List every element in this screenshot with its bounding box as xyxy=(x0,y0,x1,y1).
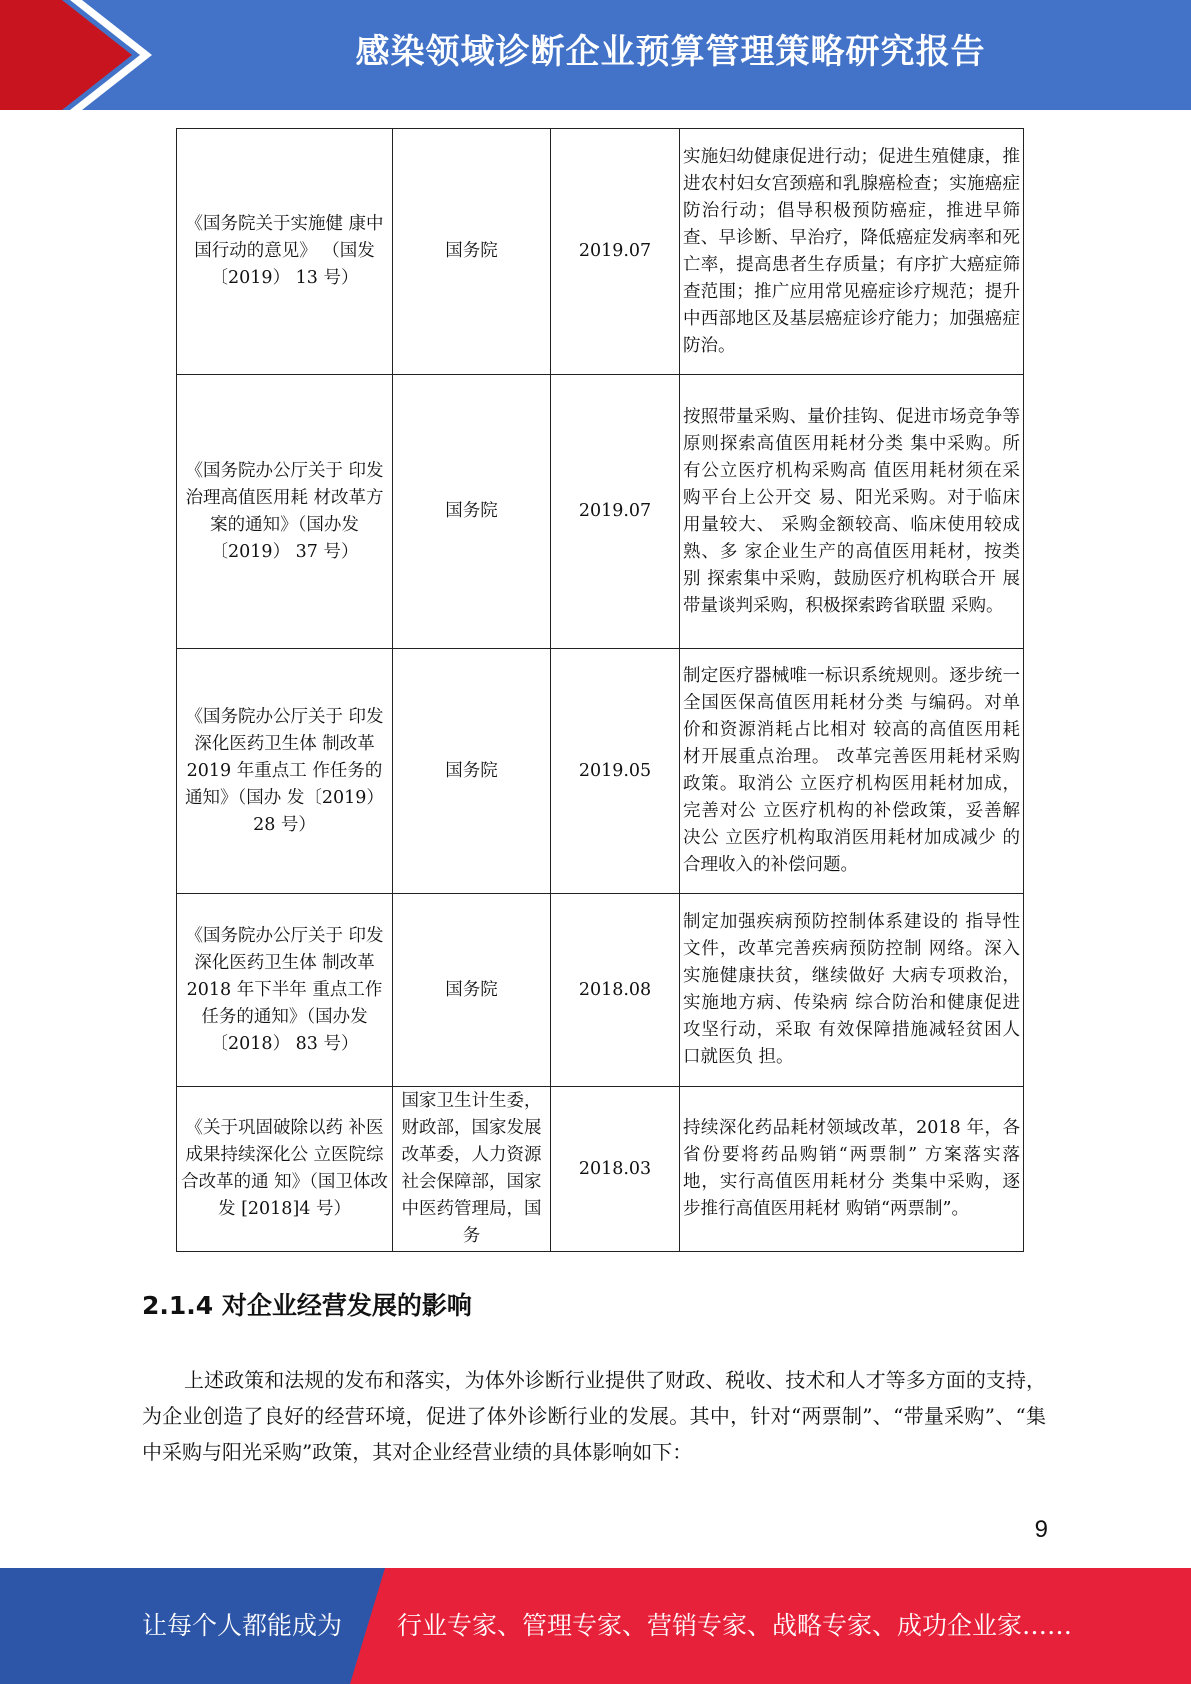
footer-slogan-right: 行业专家、管理专家、营销专家、战略专家、成功企业家…… xyxy=(397,1611,1073,1640)
policy-name-cell: 《国务院关于实施健 康中国行动的意见》 （国发〔2019） 13 号） xyxy=(177,129,393,375)
policy-name-cell: 《国务院办公厅关于 印发深化医药卫生体 制改革 2019 年重点工 作任务的通知》（国办 发〔2019） 28 号） xyxy=(177,649,393,894)
issuer-cell: 国务院 xyxy=(393,375,551,649)
date-cell: 2018.08 xyxy=(551,894,680,1087)
policy-table xyxy=(176,128,1024,1252)
footer-slogan-left: 让每个人都能成为 xyxy=(142,1611,343,1640)
issuer-cell: 国务院 xyxy=(393,649,551,894)
issuer-cell: 国家卫生计生委，财政部，国家发展改革委，人力资源社会保障部，国家中医药管理局，国务 xyxy=(393,1087,551,1252)
table-row xyxy=(177,894,1024,1087)
header-banner xyxy=(0,0,1191,110)
issuer-cell: 国务院 xyxy=(393,894,551,1087)
table-row xyxy=(177,375,1024,649)
section-heading: 2.1.4 对企业经营发展的影响 xyxy=(142,1291,472,1320)
description-cell: 持续深化药品耗材领域改革，2018 年，各省份要将药品购销“两票制” 方案落实落地，实行高值医用耗材分 类集中采购，逐步推行高值医用耗材 购销“两票制”。 xyxy=(680,1087,1024,1252)
date-cell: 2019.05 xyxy=(551,649,680,894)
issuer-cell: 国务院 xyxy=(393,129,551,375)
policy-name-cell: 《国务院办公厅关于 印发治理高值医用耗 材改革方案的通知》（国办发〔2019） 37 号） xyxy=(177,375,393,649)
description-cell: 制定医疗器械唯一标识系统规则。逐步统一全国医保高值医用耗材分类 与编码。对单价和资源消耗占比相对 较高的高值医用耗材开展重点治理。 改革完善医用耗材采购政策。取消公 立医疗机构医用耗材加成，完善对公 立医疗机构的补偿政策，妥善解决公 立医疗机构取消医用耗材加成减少 的合理收入的补偿问题。 xyxy=(680,649,1024,894)
header-arrow-decoration xyxy=(0,0,170,110)
body-paragraph: 上述政策和法规的发布和落实，为体外诊断行业提供了财政、税收、技术和人才等多方面的支持，为企业创造了良好的经营环境，促进了体外诊断行业的发展。其中，针对“两票制”、“带量采购”、“集中采购与阳光采购”政策，其对企业经营业绩的具体影响如下： xyxy=(142,1368,1046,1464)
table-row xyxy=(177,1087,1024,1252)
policy-name-cell: 《国务院办公厅关于 印发深化医药卫生体 制改革 2018 年下半年 重点工作任务的通知》（国办发〔2018） 83 号） xyxy=(177,894,393,1087)
date-cell: 2019.07 xyxy=(551,375,680,649)
policy-name-cell: 《关于巩固破除以药 补医成果持续深化公 立医院综合改革的通 知》（国卫体改发 [2018]4 号） xyxy=(177,1087,393,1252)
report-title: 感染领域诊断企业预算管理策略研究报告 xyxy=(355,32,986,72)
date-cell: 2018.03 xyxy=(551,1087,680,1252)
description-cell: 制定加强疾病预防控制体系建设的 指导性文件，改革完善疾病预防控制 网络。深入实施健康扶贫，继续做好 大病专项救治，实施地方病、传染病 综合防治和健康促进攻坚行动，采取 有效保障措施减轻贫困人口就医负 担。 xyxy=(680,894,1024,1087)
description-cell: 按照带量采购、量价挂钩、促进市场竞争等原则探索高值医用耗材分类 集中采购。所有公立医疗机构采购高 值医用耗材须在采购平台上公开交 易、阳光采购。对于临床用量较大、 采购金额较高、临床使用较成熟、多 家企业生产的高值医用耗材，按类别 探索集中采购，鼓励医疗机构联合开 展带量谈判采购，积极探索跨省联盟 采购。 xyxy=(680,375,1024,649)
footer-banner xyxy=(0,1568,1191,1684)
table-row xyxy=(177,129,1024,375)
description-cell: 实施妇幼健康促进行动；促进生殖健康，推进农村妇女宫颈癌和乳腺癌检查；实施癌症防治行动；倡导积极预防癌症，推进早筛查、早诊断、早治疗，降低癌症发病率和死亡率，提高患者生存质量；有序扩大癌症筛查范围；推广应用常见癌症诊疗规范；提升中西部地区及基层癌症诊疗能力；加强癌症防治。 xyxy=(680,129,1024,375)
table-row xyxy=(177,649,1024,894)
page-number: 9 xyxy=(1034,1516,1048,1543)
date-cell: 2019.07 xyxy=(551,129,680,375)
